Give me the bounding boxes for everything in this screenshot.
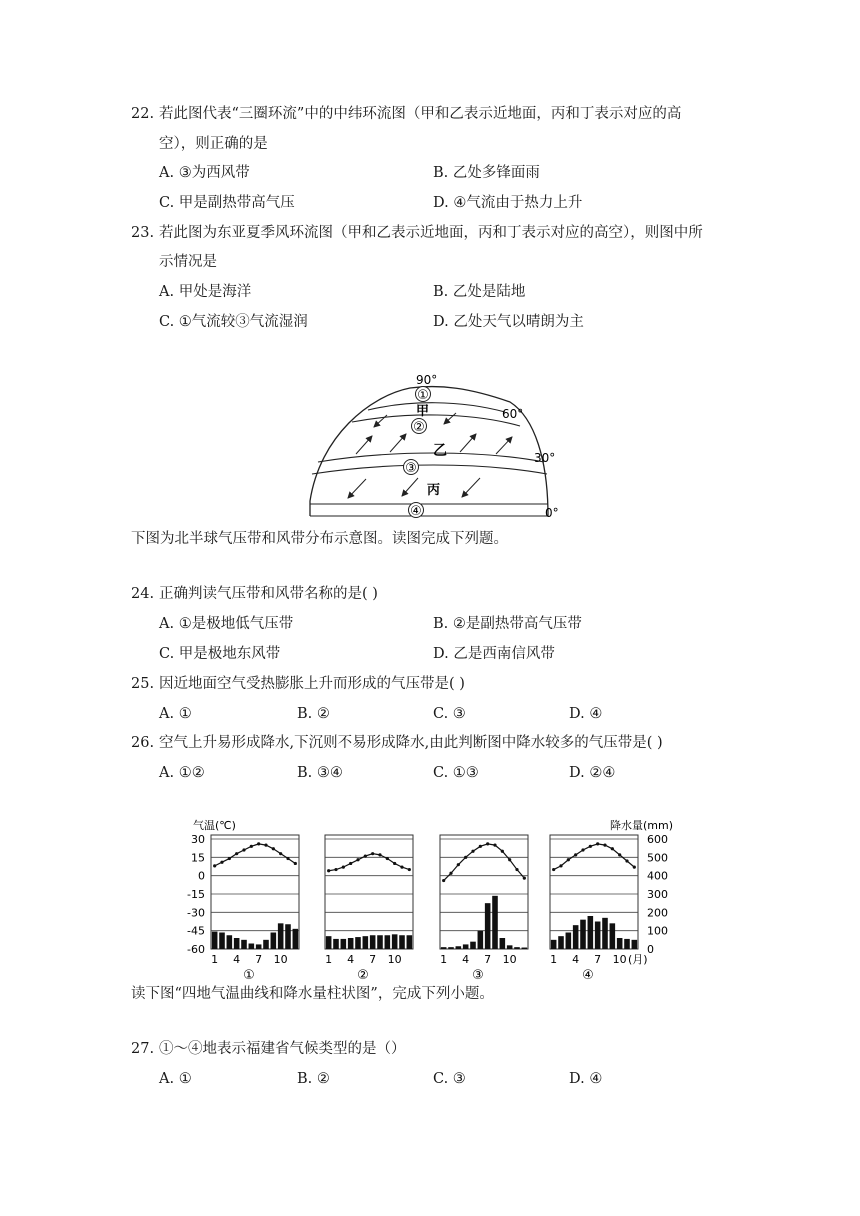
precip-bar — [610, 923, 616, 949]
month-tick-label: 4 — [347, 953, 355, 966]
climate-panel-3 — [440, 835, 528, 983]
precip-bar — [624, 939, 630, 949]
band-line-mid — [318, 453, 544, 462]
arrow-yi-1 — [356, 436, 372, 454]
q26-number: 26. — [131, 735, 155, 751]
q25-option-a[interactable]: A. ① — [159, 706, 192, 722]
pressure-belt-diagram — [290, 366, 590, 522]
precip-bar — [355, 937, 361, 949]
month-tick-label: 10 — [612, 953, 627, 966]
month-unit-label: (月) — [628, 953, 648, 966]
right-tick-label: 500 — [647, 851, 668, 865]
precip-bar — [632, 940, 638, 949]
temperature-point — [515, 868, 518, 871]
temperature-point — [213, 864, 216, 867]
lat-60: 60° — [502, 407, 524, 421]
left-tick-label: 30 — [191, 833, 205, 846]
precip-bar — [573, 925, 579, 949]
temperature-point — [457, 863, 460, 866]
precip-bar — [227, 935, 233, 949]
q22-stem-line1 — [131, 104, 681, 124]
temperature-point — [279, 852, 282, 855]
panel-frame — [550, 835, 638, 949]
q24-stem-text: 正确判读气压带和风带名称的是( ) — [159, 586, 378, 602]
arrow-bing-3 — [462, 478, 480, 497]
lat-90: 90° — [416, 373, 438, 387]
temperature-point — [574, 853, 577, 856]
precip-bar — [333, 939, 339, 949]
arrow-yi-2 — [390, 434, 406, 452]
q27-option-a[interactable]: A. ① — [159, 1071, 192, 1087]
precip-bar — [385, 935, 391, 949]
band-line-top — [368, 403, 505, 412]
temperature-point — [479, 845, 482, 848]
precip-bar — [241, 940, 247, 949]
precip-bar — [514, 947, 520, 949]
temperature-point — [559, 864, 562, 867]
right-tick-label: 300 — [647, 888, 668, 901]
temperature-point — [356, 858, 359, 861]
q27-stem-text: ①～④地表示福建省气候类型的是（） — [159, 1041, 406, 1057]
temperature-point — [294, 862, 297, 865]
left-tick-label: 15 — [191, 851, 205, 865]
precip-bar — [399, 935, 405, 949]
right-tick-label: 400 — [647, 869, 668, 883]
temperature-point — [342, 866, 345, 869]
panel-label: ④ — [582, 968, 594, 983]
precip-bar — [522, 948, 528, 949]
q22-option-a[interactable]: A. ③为西风带 — [159, 165, 250, 181]
temperature-point — [508, 858, 511, 861]
left-tick-label: 0 — [198, 869, 205, 883]
q23-stem-text: 若此图为东亚夏季风环流图（甲和乙表示近地面，丙和丁表示对应的高空），则图中所 — [159, 225, 703, 241]
temperature-point — [567, 858, 570, 861]
right-axis-title: 降水量(mm) — [610, 819, 674, 832]
panel-label: ③ — [472, 968, 484, 983]
precip-bar — [407, 935, 413, 949]
climate-panel-4 — [550, 835, 648, 983]
panel-frame — [440, 835, 528, 949]
precip-bar — [602, 918, 608, 949]
precip-bar — [500, 938, 506, 949]
precip-bar — [463, 944, 469, 949]
temperature-point — [589, 845, 592, 848]
climate-panel-2 — [325, 835, 413, 983]
left-tick-label: -60 — [187, 943, 205, 956]
right-tick-label: 0 — [647, 943, 654, 956]
panel-label: ① — [243, 968, 255, 983]
right-tick-label: 200 — [647, 906, 668, 920]
temperature-point — [618, 853, 621, 856]
q26-stem — [131, 733, 663, 753]
temperature-point — [334, 868, 337, 871]
precip-bar — [348, 938, 354, 949]
temperature-point — [633, 866, 636, 869]
q25-stem-text: 因近地面空气受热膨胀上升而形成的气压带是( ) — [159, 676, 465, 692]
temperature-point — [611, 847, 614, 850]
label-bing: 丙 — [427, 483, 441, 498]
precip-bar — [278, 923, 284, 949]
q27-option-b[interactable]: B. ② — [297, 1071, 330, 1087]
temperature-point — [235, 852, 238, 855]
left-axis-title: 气温(℃) — [193, 819, 236, 832]
temperature-point — [371, 852, 374, 855]
precip-bar — [617, 938, 623, 949]
temperature-point — [242, 848, 245, 851]
temperature-point — [378, 853, 381, 856]
q24-option-c[interactable]: C. 甲是极地东风带 — [159, 646, 281, 662]
month-tick-label: 1 — [211, 953, 219, 966]
marker-2: ② — [413, 420, 425, 435]
month-tick-label: 1 — [440, 953, 448, 966]
q23-option-a[interactable]: A. 甲处是海洋 — [159, 284, 252, 300]
q26-stem-text: 空气上升易形成降水,下沉则不易形成降水,由此判断图中降水较多的气压带是( ) — [159, 735, 663, 751]
q23-number: 23. — [131, 225, 155, 241]
temperature-point — [393, 862, 396, 865]
month-tick-label: 1 — [550, 953, 558, 966]
q25-option-c[interactable]: C. ③ — [433, 706, 466, 722]
month-tick-label: 10 — [387, 953, 402, 966]
climate-panel-1 — [211, 835, 299, 983]
q22-option-d[interactable]: D. ④气流由于热力上升 — [433, 195, 583, 211]
q24-option-a[interactable]: A. ①是极地低气压带 — [159, 616, 294, 632]
caption-figure-1: 下图为北半球气压带和风带分布示意图。读图完成下列题。 — [131, 531, 508, 547]
q23-option-c[interactable]: C. ①气流较③气流湿润 — [159, 314, 308, 330]
q27-option-d[interactable]: D. ④ — [569, 1071, 603, 1087]
precip-bar — [293, 929, 299, 949]
q23-stem-line1 — [131, 223, 703, 243]
temperature-point — [272, 847, 275, 850]
q22-stem-line2: 空），则正确的是 — [159, 136, 268, 152]
left-tick-label: -15 — [187, 888, 205, 901]
temperature-point — [625, 859, 628, 862]
temperature-point — [228, 857, 231, 860]
climate-charts — [185, 815, 685, 985]
precip-bar — [377, 935, 383, 949]
precip-bar — [558, 936, 564, 949]
q26-option-b[interactable]: B. ③④ — [297, 765, 343, 781]
precip-bar — [507, 945, 513, 949]
marker-3: ③ — [405, 461, 417, 476]
arrow-jia-left — [374, 415, 387, 427]
q23-option-b[interactable]: B. 乙处是陆地 — [433, 284, 526, 300]
precip-bar — [234, 938, 240, 949]
arrow-bing-1 — [348, 479, 366, 498]
q27-stem — [131, 1039, 406, 1059]
temperature-point — [493, 844, 496, 847]
temperature-point — [442, 879, 445, 882]
temperature-point — [603, 844, 606, 847]
marker-1: ① — [417, 388, 429, 403]
precip-bar — [271, 933, 277, 950]
arrow-yi-3 — [460, 434, 476, 452]
month-tick-label: 7 — [594, 953, 602, 966]
q22-number: 22. — [131, 106, 155, 122]
q24-number: 24. — [131, 586, 155, 602]
temperature-point — [220, 861, 223, 864]
month-tick-label: 10 — [502, 953, 517, 966]
q24-option-b[interactable]: B. ②是副热带高气压带 — [433, 616, 582, 632]
temperature-point — [257, 842, 260, 845]
q27-number: 27. — [131, 1041, 155, 1057]
q22-stem-text: 若此图代表“三圈环流”中的中纬环流图（甲和乙表示近地面，丙和丁表示对应的高 — [159, 106, 682, 122]
month-tick-label: 4 — [233, 953, 241, 966]
precip-bar — [212, 932, 218, 949]
precip-bar — [441, 947, 447, 949]
precip-bar — [392, 934, 398, 949]
q25-option-b[interactable]: B. ② — [297, 706, 330, 722]
temperature-point — [501, 850, 504, 853]
temperature-point — [286, 857, 289, 860]
temperature-point — [596, 842, 599, 845]
precip-bar — [580, 920, 586, 949]
arrow-yi-4 — [496, 437, 512, 454]
temperature-point — [581, 848, 584, 851]
precip-bar — [566, 933, 572, 950]
precip-bar — [341, 939, 347, 949]
month-tick-label: 10 — [273, 953, 288, 966]
temperature-point — [449, 872, 452, 875]
precip-bar — [326, 936, 332, 949]
q24-option-d[interactable]: D. 乙是西南信风带 — [433, 646, 555, 662]
precip-bar — [249, 944, 255, 950]
temperature-point — [523, 877, 526, 880]
temperature-point — [408, 868, 411, 871]
right-tick-label: 600 — [647, 833, 668, 846]
precip-bar — [588, 916, 594, 949]
precip-bar — [478, 931, 484, 949]
q25-stem — [131, 674, 465, 694]
precip-bar — [263, 940, 269, 949]
q25-number: 25. — [131, 676, 155, 692]
lat-30: 30° — [534, 451, 556, 465]
q26-option-d[interactable]: D. ②④ — [569, 765, 616, 781]
panel-label: ② — [357, 968, 369, 983]
band-line-mid-2 — [312, 465, 547, 474]
right-tick-label: 100 — [647, 924, 668, 938]
left-tick-label: -45 — [187, 924, 205, 938]
precip-bar — [456, 946, 462, 949]
temperature-point — [349, 862, 352, 865]
q22-option-b[interactable]: B. 乙处多锋面雨 — [433, 165, 540, 181]
month-tick-label: 1 — [325, 953, 333, 966]
precip-bar — [256, 944, 262, 949]
label-yi: 乙 — [433, 443, 447, 459]
q25-option-d[interactable]: D. ④ — [569, 706, 603, 722]
caption-figure-2: 读下图“四地气温曲线和降水量柱状图”，完成下列小题。 — [131, 986, 494, 1002]
precip-bar — [370, 935, 376, 949]
temperature-point — [464, 856, 467, 859]
q27-option-c[interactable]: C. ③ — [433, 1071, 466, 1087]
q22-option-c[interactable]: C. 甲是副热带高气压 — [159, 195, 295, 211]
temperature-point — [386, 857, 389, 860]
marker-4: ④ — [410, 504, 422, 519]
precip-bar — [551, 940, 557, 949]
precip-bar — [595, 922, 601, 950]
temperature-point — [471, 850, 474, 853]
precip-bar — [363, 936, 369, 949]
temperature-point — [400, 866, 403, 869]
month-tick-label: 4 — [462, 953, 470, 966]
temperature-point — [486, 842, 489, 845]
temperature-point — [364, 855, 367, 858]
arrow-jia-right — [444, 413, 456, 424]
precip-bar — [470, 942, 476, 949]
temperature-point — [250, 845, 253, 848]
q24-stem — [131, 584, 378, 604]
label-jia: 甲 — [416, 404, 430, 419]
q23-option-d[interactable]: D. 乙处天气以晴朗为主 — [433, 314, 584, 330]
q23-stem-line2: 示情况是 — [159, 254, 217, 270]
precip-bar — [492, 896, 498, 949]
precip-bar — [448, 947, 454, 949]
month-tick-label: 4 — [572, 953, 580, 966]
month-tick-label: 7 — [369, 953, 377, 966]
q26-option-a[interactable]: A. ①② — [159, 765, 205, 781]
precip-bar — [485, 903, 491, 949]
temperature-point — [552, 868, 555, 871]
temperature-point — [264, 844, 267, 847]
precip-bar — [219, 933, 225, 950]
temperature-point — [327, 869, 330, 872]
panel-frame — [325, 835, 413, 949]
precip-bar — [285, 924, 291, 949]
left-tick-label: -30 — [187, 906, 205, 920]
q26-option-c[interactable]: C. ①③ — [433, 765, 479, 781]
month-tick-label: 7 — [484, 953, 492, 966]
lat-0: 0° — [545, 506, 559, 520]
month-tick-label: 7 — [255, 953, 263, 966]
arrow-bing-2 — [402, 478, 418, 496]
